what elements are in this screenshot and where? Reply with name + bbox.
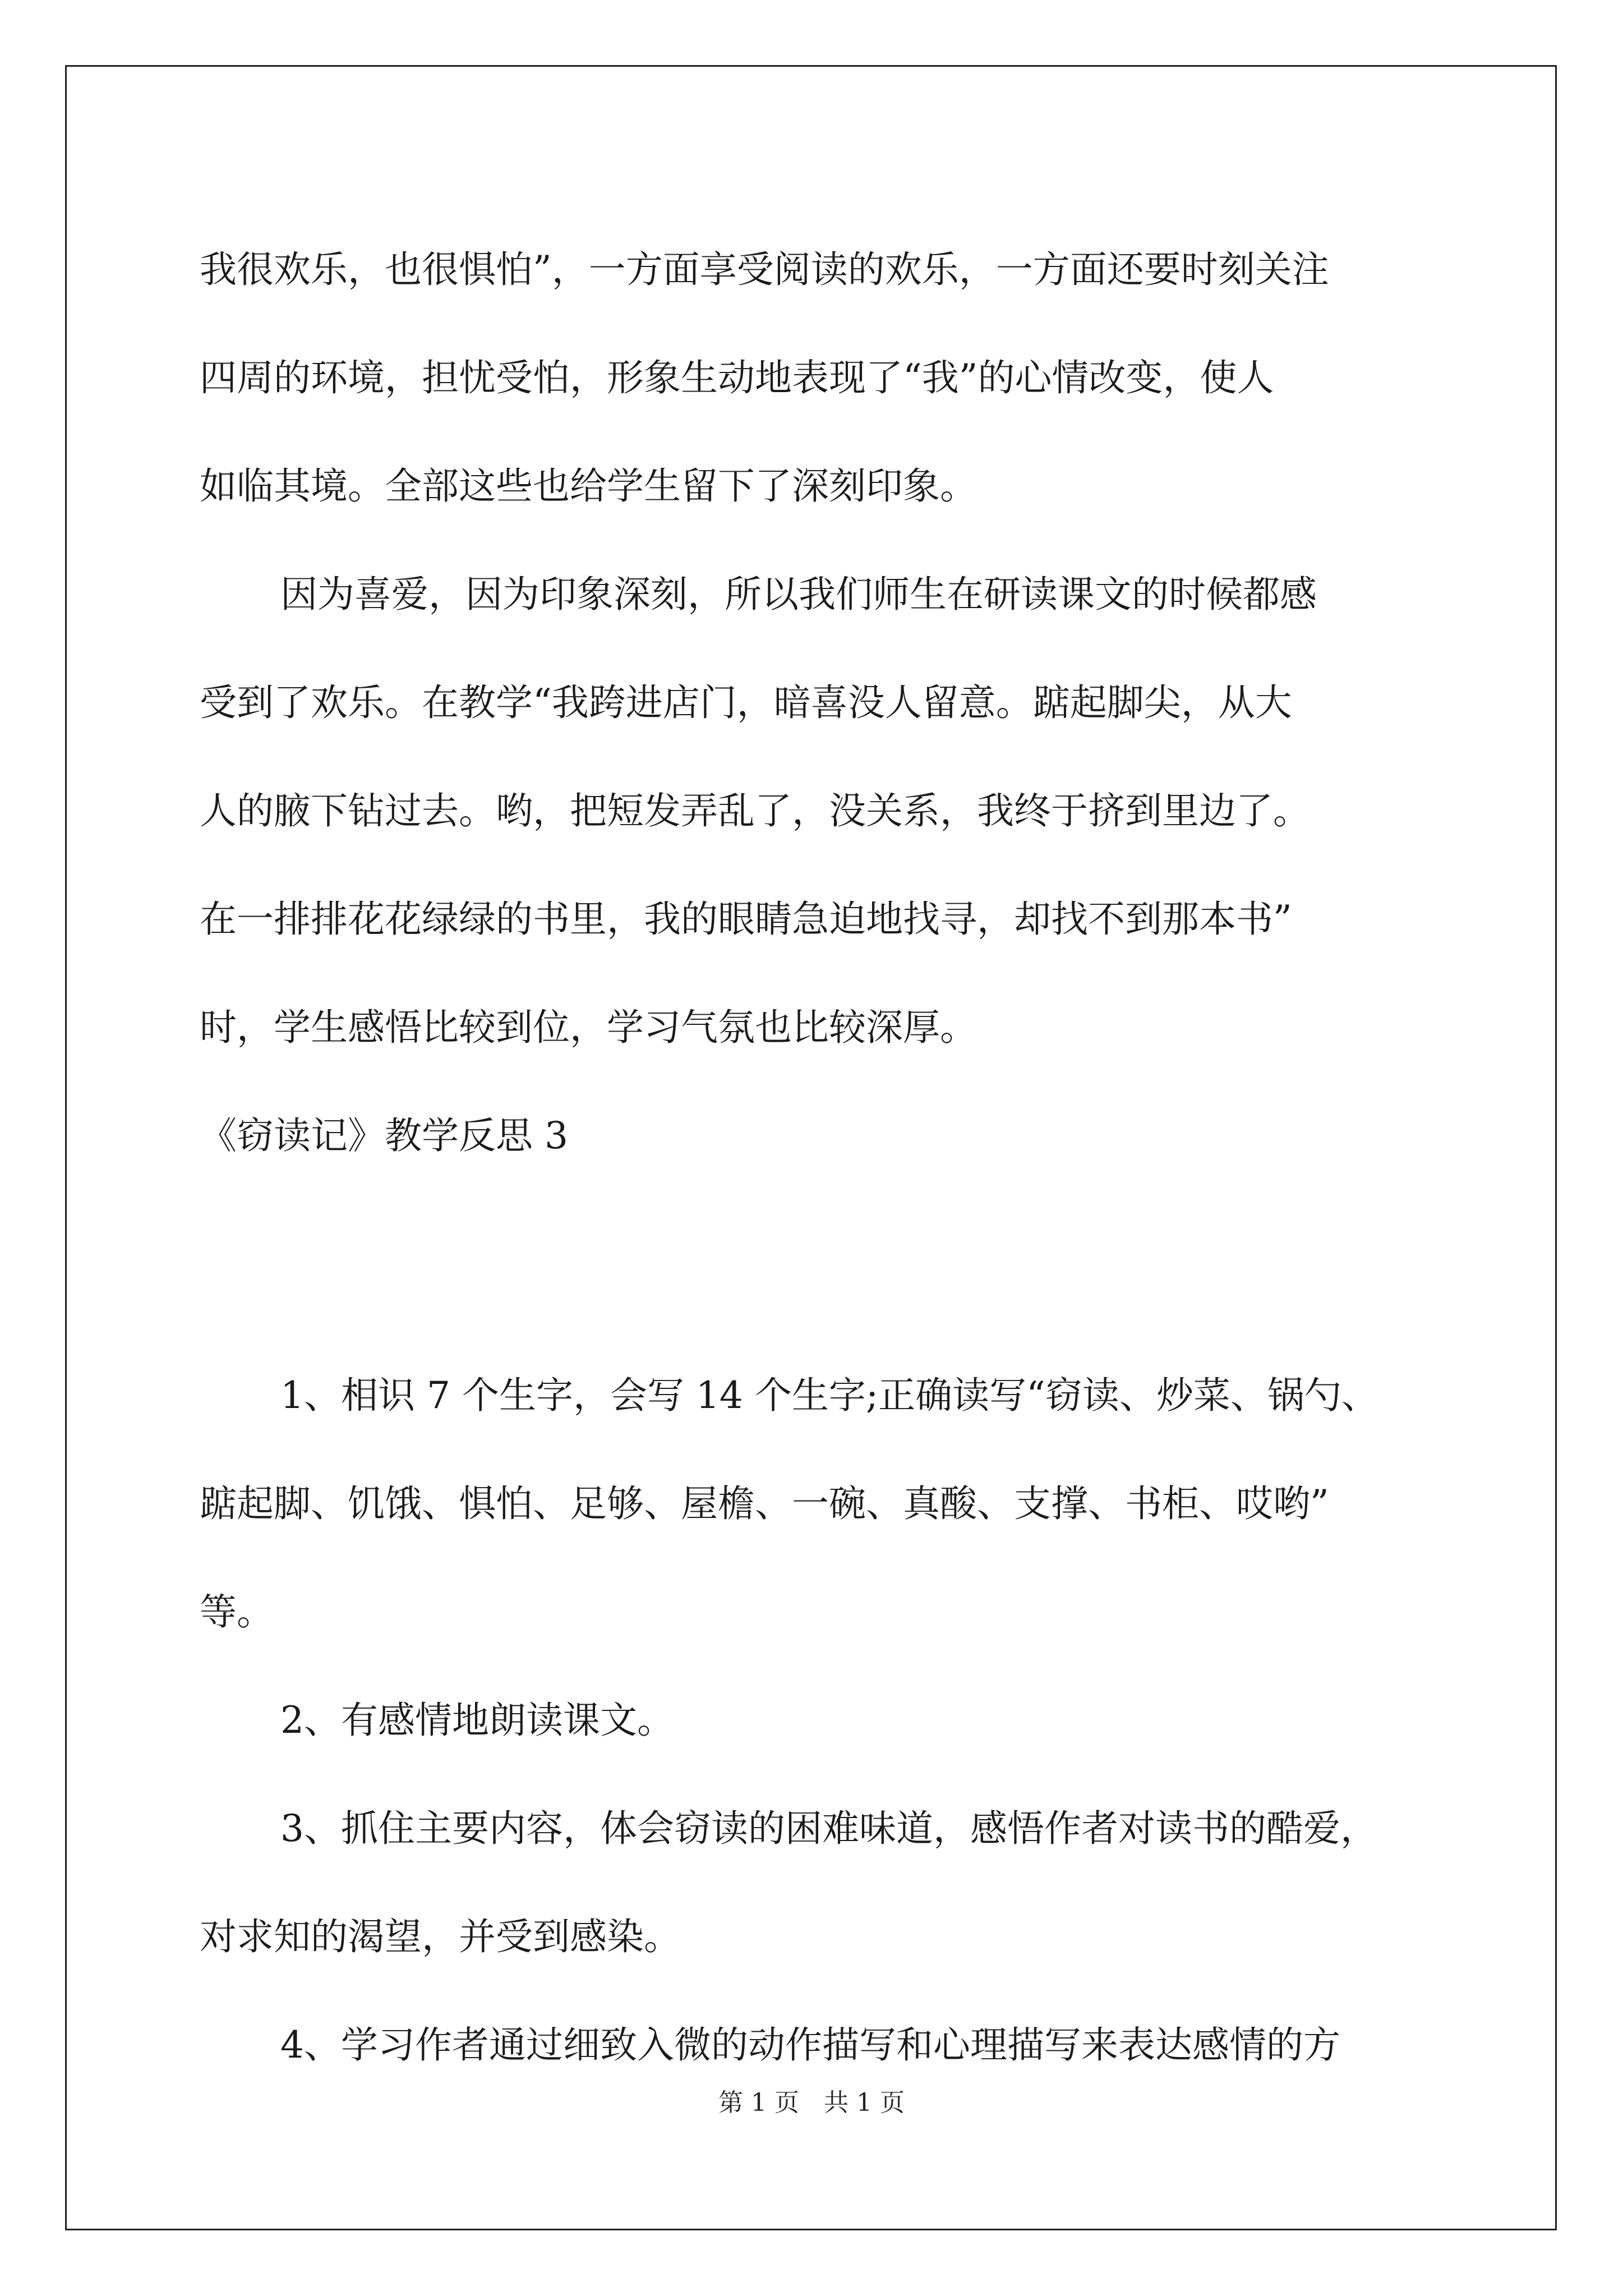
text-line: 在一排排花花绿绿的书里，我的眼睛急迫地找寻，却找不到那本书” [200, 898, 1292, 941]
text-line: 4、学习作者通过细致入微的动作描写和心理描写来表达感情的方 [280, 2023, 1340, 2067]
text-line: 人的腋下钻过去。哟，把短发弄乱了，没关系，我终于挤到里边了。 [200, 789, 1310, 832]
text-line: 踮起脚、饥饿、惧怕、足够、屋檐、一碗、真酸、支撑、书柜、哎哟” [200, 1482, 1329, 1525]
text-line: 1、相识 7 个生字，会写 14 个生字;正确读写“窃读、炒菜、锅勺、 [280, 1374, 1378, 1417]
text-line: 对求知的渴望，并受到感染。 [200, 1915, 681, 1958]
text-line: 我很欢乐，也很惧怕”，一方面享受阅读的欢乐，一方面还要时刻关注 [200, 248, 1329, 291]
text-line: 受到了欢乐。在教学“我跨进店门，暗喜没人留意。踮起脚尖，从大 [200, 681, 1292, 724]
text-line: 3、抓住主要内容，体会窃读的困难味道，感悟作者对读书的酷爱， [280, 1807, 1377, 1850]
section-heading: 《窃读记》教学反思 3 [200, 1114, 568, 1157]
text-line: 等。 [200, 1590, 274, 1634]
text-line: 时，学生感悟比较到位，学习气氛也比较深厚。 [200, 1006, 977, 1049]
text-line: 2、有感情地朗读课文。 [280, 1699, 674, 1742]
blank-spacer [200, 1190, 1428, 1341]
text-line: 四周的环境，担忧受怕，形象生动地表现了“我”的心情改变，使人 [200, 356, 1274, 399]
text-line: 如临其境。全部这些也给学生留下了深刻印象。 [200, 464, 977, 508]
page-number: 第 1 页 [718, 2088, 799, 2117]
document-body [200, 215, 1428, 2099]
text-line: 因为喜爱，因为印象深刻，所以我们师生在研读课文的时候都感 [280, 573, 1317, 616]
page-total: 共 1 页 [824, 2088, 905, 2117]
page-footer [0, 2082, 1623, 2118]
